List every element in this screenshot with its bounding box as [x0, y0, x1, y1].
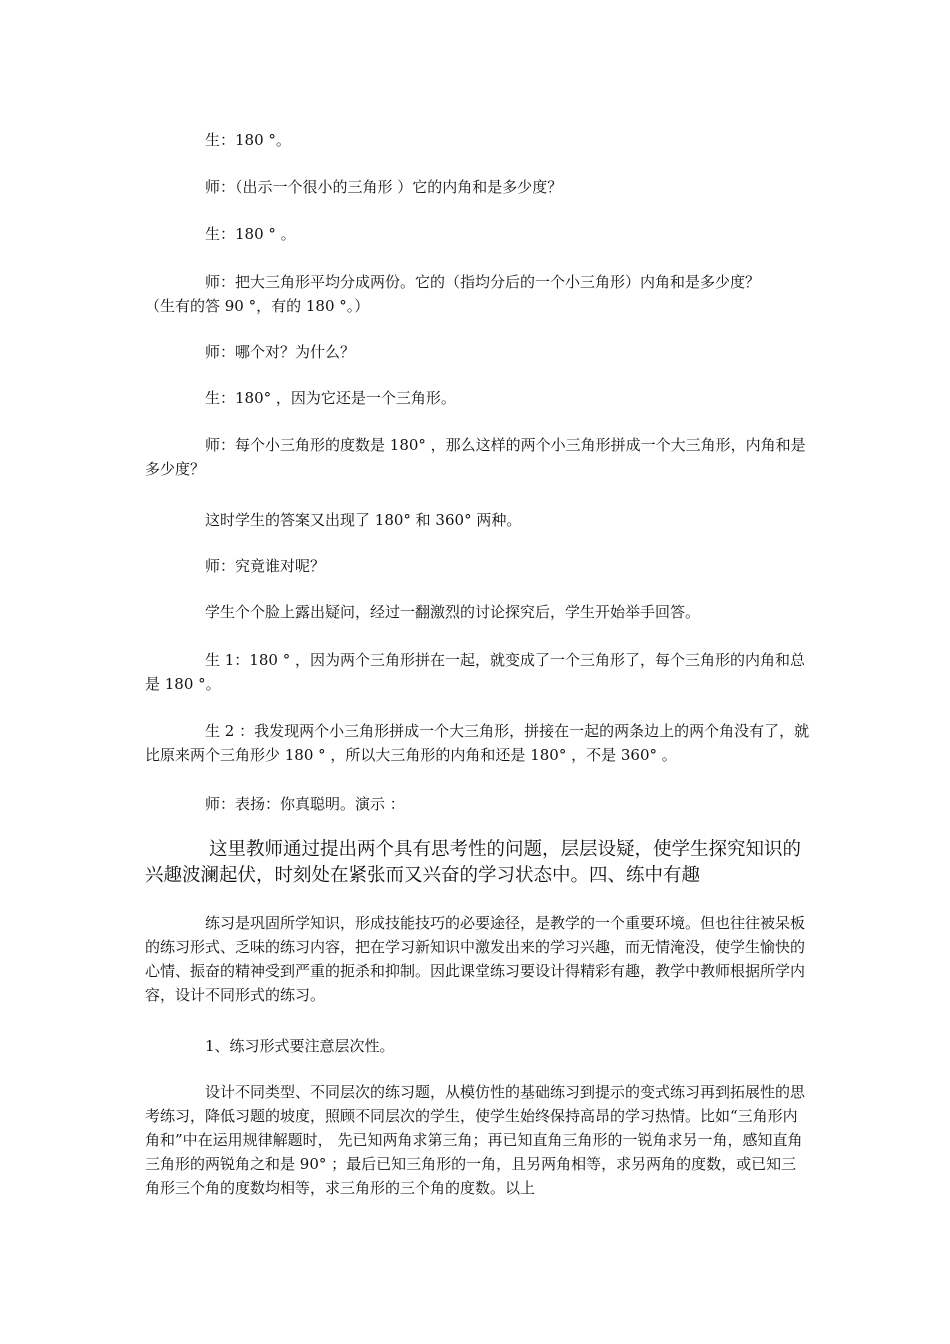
paragraph-summary-heading: 这里教师通过提出两个具有思考性的问题，层层设疑，使学生探究知识的兴趣波澜起伏，时刻处在紧张而又兴奋的学习状态中。四、练中有趣 [145, 839, 802, 886]
paragraph-student-answer-3: 生：180° ，因为它还是一个三角形。 [205, 389, 456, 407]
paragraph-student-answer-2: 生：180 ° 。 [205, 225, 296, 243]
paragraph-class-discussion: 学生个个脸上露出疑问，经过一翻激烈的讨论探究后，学生开始举手回答。 [205, 603, 701, 621]
paragraph-student-answers-diverge: 这时学生的答案又出现了 180° 和 360° 两种。 [205, 511, 522, 529]
paragraph-student-1-answer: 生 1：180 ° ，因为两个三角形拼在一起，就变成了一个三角形了，每个三角形的内角和总是 180 °。 [145, 651, 805, 693]
section-heading-practice-levels: 1、练习形式要注意层次性。 [205, 1037, 395, 1055]
paragraph-teacher-question-4: 师：每个小三角形的度数是 180° ，那么这样的两个小三角形拼成一个大三角形，内角和是多少度？ [145, 436, 806, 478]
paragraph-teacher-question-2: 师：把大三角形平均分成两份。它的（指均分后的一个小三角形）内角和是多少度？ [205, 273, 761, 291]
paragraph-student-responses: （生有的答 90 °，有的 180 °。） [145, 297, 370, 315]
paragraph-student-2-answer: 生 2 ：我发现两个小三角形拼成一个大三角形，拼接在一起的两条边上的两个角没有了，就比原来两个三角形少 180 ° ，所以大三角形的内角和还是 180° ，不是 360° 。 [145, 722, 810, 764]
paragraph-teacher-question-5: 师：究竟谁对呢？ [205, 557, 326, 575]
paragraph-teacher-question-3: 师：哪个对？为什么？ [205, 343, 356, 361]
paragraph-practice-intro: 练习是巩固所学知识，形成技能技巧的必要途径，是教学的一个重要环境。但也往往被呆板的练习形式、乏味的练习内容，把在学习新知识中激发出来的学习兴趣，而无情淹没，使学生愉快的心情、振奋的精神受到严重的扼杀和抑制。因此课堂练习要设计得精彩有趣，教学中教师根据所学内容，设计不同形式的练习。 [145, 914, 806, 1004]
paragraph-teacher-question-1: 师：（出示一个很小的三角形 ）它的内角和是多少度？ [205, 178, 563, 196]
paragraph-student-answer-1: 生：180 °。 [205, 131, 291, 149]
paragraph-teacher-praise: 师：表扬：你真聪明。演示 ： [205, 795, 405, 813]
paragraph-practice-levels: 设计不同类型、不同层次的练习题，从模仿性的基础练习到提示的变式练习再到拓展性的思考练习，降低习题的坡度，照顾不同层次的学生，使学生始终保持高昂的学习热情。比如“三角形内角和”中在运用规律解题时， 先已知两角求第三角；再已知直角三角形的一锐角求另一角，感知直角三角形的两锐角之和是 90° ；最后已知三角形的一角，且另两角相等，求另两角的度数，或已知三角形三个角的度数均相等，求三角形的三个角的度数。以上 [145, 1083, 806, 1197]
